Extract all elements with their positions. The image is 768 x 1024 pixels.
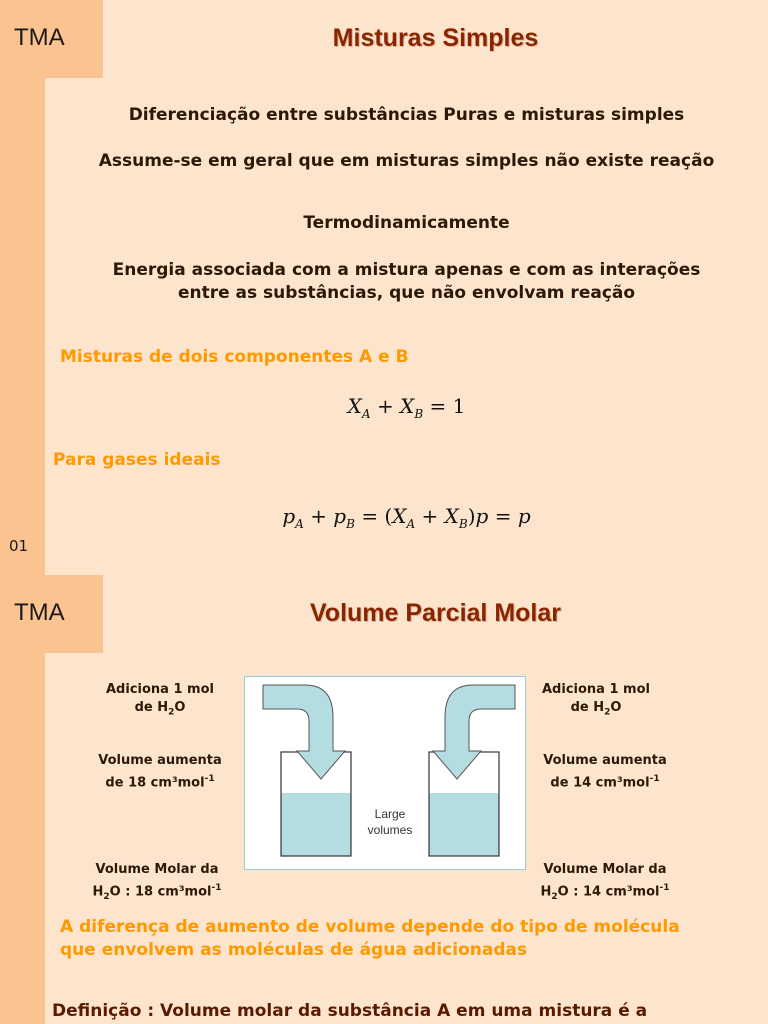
slide2-tab-label: TMA (14, 599, 65, 626)
slide1-line-energia-2: entre as substâncias, que não envolvam reação (177, 283, 636, 303)
slide2-title: Volume Parcial Molar (309, 599, 561, 627)
slide1-tab-label: TMA (14, 24, 65, 51)
figure-label-large: Large (374, 807, 406, 821)
figure-label-volumes: volumes (367, 823, 413, 837)
conclusion-line-2: que envolvem as moléculas de água adicionadas (60, 940, 528, 960)
heading-two-components: Misturas de dois componentes A e B (60, 347, 409, 367)
right-beaker-water (429, 793, 499, 856)
conclusion-line-1: A diferença de aumento de volume depende do tipo de molécula (60, 917, 680, 937)
right-volume-increase-note: Volume aumenta de 14 cm³mol$^{-1}$ (543, 753, 667, 791)
left-volume-increase-note: Volume aumenta de 18 cm³mol$^{-1}$ (98, 753, 222, 791)
page-number: 01 (9, 537, 29, 555)
right-add-note: Adiciona 1 mol de $H_2O$ (542, 682, 650, 718)
heading-ideal-gases: Para gases ideais (53, 450, 221, 470)
left-pour-arrow-icon (263, 685, 345, 779)
right-molar-volume-note: Volume Molar da $H_2O$ : 14 cm³mol$^{-1}$ (540, 862, 670, 902)
left-beaker-water (281, 793, 351, 856)
left-rail-slide1 (0, 0, 45, 575)
slide1-line-termodinamicamente: Termodinamicamente (303, 213, 510, 233)
definition-line: Definição : Volume molar da substância A em uma mistura é a (52, 1001, 648, 1021)
slide2-tab (0, 575, 103, 653)
equation-partial-pressures: $p_A + p_B = (X_A + X_B)p = p$ (282, 504, 531, 531)
slide1-line-assume: Assume-se em geral que em misturas simples não existe reação (98, 151, 715, 171)
slide1-line-diferenciacao: Diferenciação entre substâncias Puras e misturas simples (128, 105, 685, 125)
left-molar-volume-note: Volume Molar da $H_2O$ : 18 cm³mol$^{-1}$ (92, 862, 222, 902)
partial-molar-volume-figure (244, 676, 526, 870)
right-pour-arrow-icon (433, 685, 515, 779)
slide1-line-energia-1: Energia associada com a mistura apenas e com as interações (112, 260, 701, 280)
equation-mole-fractions: $X_A + X_B = 1$ (347, 394, 466, 421)
slide1-title: Misturas Simples (332, 24, 539, 52)
slide1-tab (0, 0, 103, 78)
left-add-note: Adiciona 1 mol de $H_2O$ (106, 682, 214, 718)
beakers-diagram (245, 677, 525, 869)
